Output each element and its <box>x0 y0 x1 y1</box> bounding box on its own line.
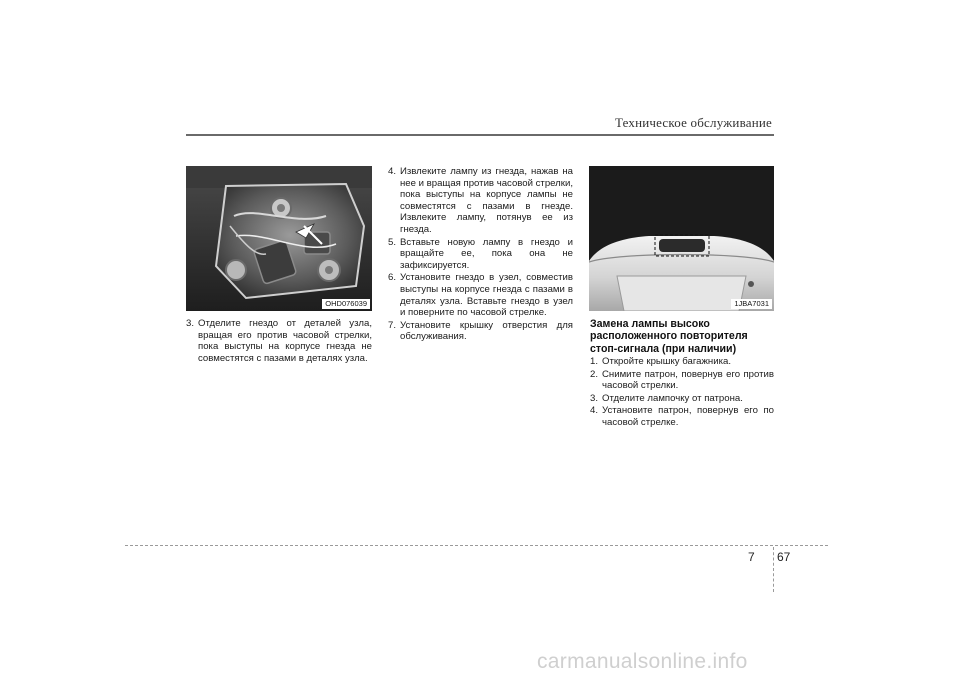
step-number: 2. <box>590 368 599 380</box>
step-number: 3. <box>590 392 599 404</box>
step-number: 6. <box>388 272 397 284</box>
watermark-text: carmanualsonline.info <box>537 650 748 673</box>
step-text: Извлеките лампу из гнезда, нажав на нее и вращая против часовой стрелки, пока выступы на корпусе лампы не совместятся с пазами в гнезде. Извлеките лампу, потянув ее из гнезда. <box>400 166 573 235</box>
step-item <box>590 369 774 392</box>
step-number: 7. <box>388 319 397 331</box>
step-item <box>388 166 573 236</box>
socket-assembly-illustration <box>186 166 372 311</box>
column-right-text <box>590 356 774 430</box>
step-item <box>590 393 774 405</box>
section-header-title: Техническое обслуживание <box>614 115 772 130</box>
step-text: Откройте крышку багажника. <box>602 356 731 367</box>
step-text: Отделите лампочку от патрона. <box>602 392 743 404</box>
step-item <box>388 272 573 318</box>
trunk-lid-photo <box>589 166 774 311</box>
chapter-number: 7 <box>748 550 755 564</box>
step-item <box>590 356 774 368</box>
step-item <box>388 237 573 272</box>
socket-assembly-photo <box>186 166 372 311</box>
photo-code-right: 1JBA7031 <box>731 299 772 309</box>
step-number: 4. <box>590 405 599 417</box>
step-text: Установите крышку отверстия для обслуживания. <box>400 319 573 343</box>
step-text: Вставьте новую лампу в гнездо и вращайте ее, пока она не зафиксируется. <box>400 236 573 271</box>
step-item <box>186 318 372 364</box>
step-item <box>388 320 573 343</box>
column-middle-text <box>388 166 573 344</box>
column-left-text <box>186 318 372 365</box>
step-number: 5. <box>388 236 397 248</box>
section-heading: Замена лампы высоко расположенного повторителя стоп-сигнала (при наличии) <box>590 318 748 355</box>
step-item <box>590 405 774 428</box>
footer-divider <box>773 547 774 592</box>
step-text: Установите гнездо в узел, совместив выступы на корпусе гнезда с пазами в деталях узла. Вставьте гнездо в узел и поверните по часовой стрелке. <box>400 272 573 319</box>
footer-rule <box>125 545 828 546</box>
step-text: Снимите патрон, повернув его против часовой стрелки. <box>602 368 774 392</box>
step-number: 4. <box>388 166 397 177</box>
photo-code-left: OHD076039 <box>322 299 370 309</box>
header-rule <box>186 134 774 136</box>
page-number: 67 <box>777 550 791 564</box>
step-number: 1. <box>590 356 599 367</box>
step-text: Отделите гнездо от деталей узла, вращая его против часовой стрелки, пока выступы на корпусе гнезда не совместятся с пазами в деталях узла. <box>198 318 372 364</box>
step-text: Установите патрон, повернув его по часовой стрелке. <box>602 405 774 428</box>
trunk-lid-illustration <box>589 166 774 311</box>
step-number: 3. <box>186 318 195 329</box>
